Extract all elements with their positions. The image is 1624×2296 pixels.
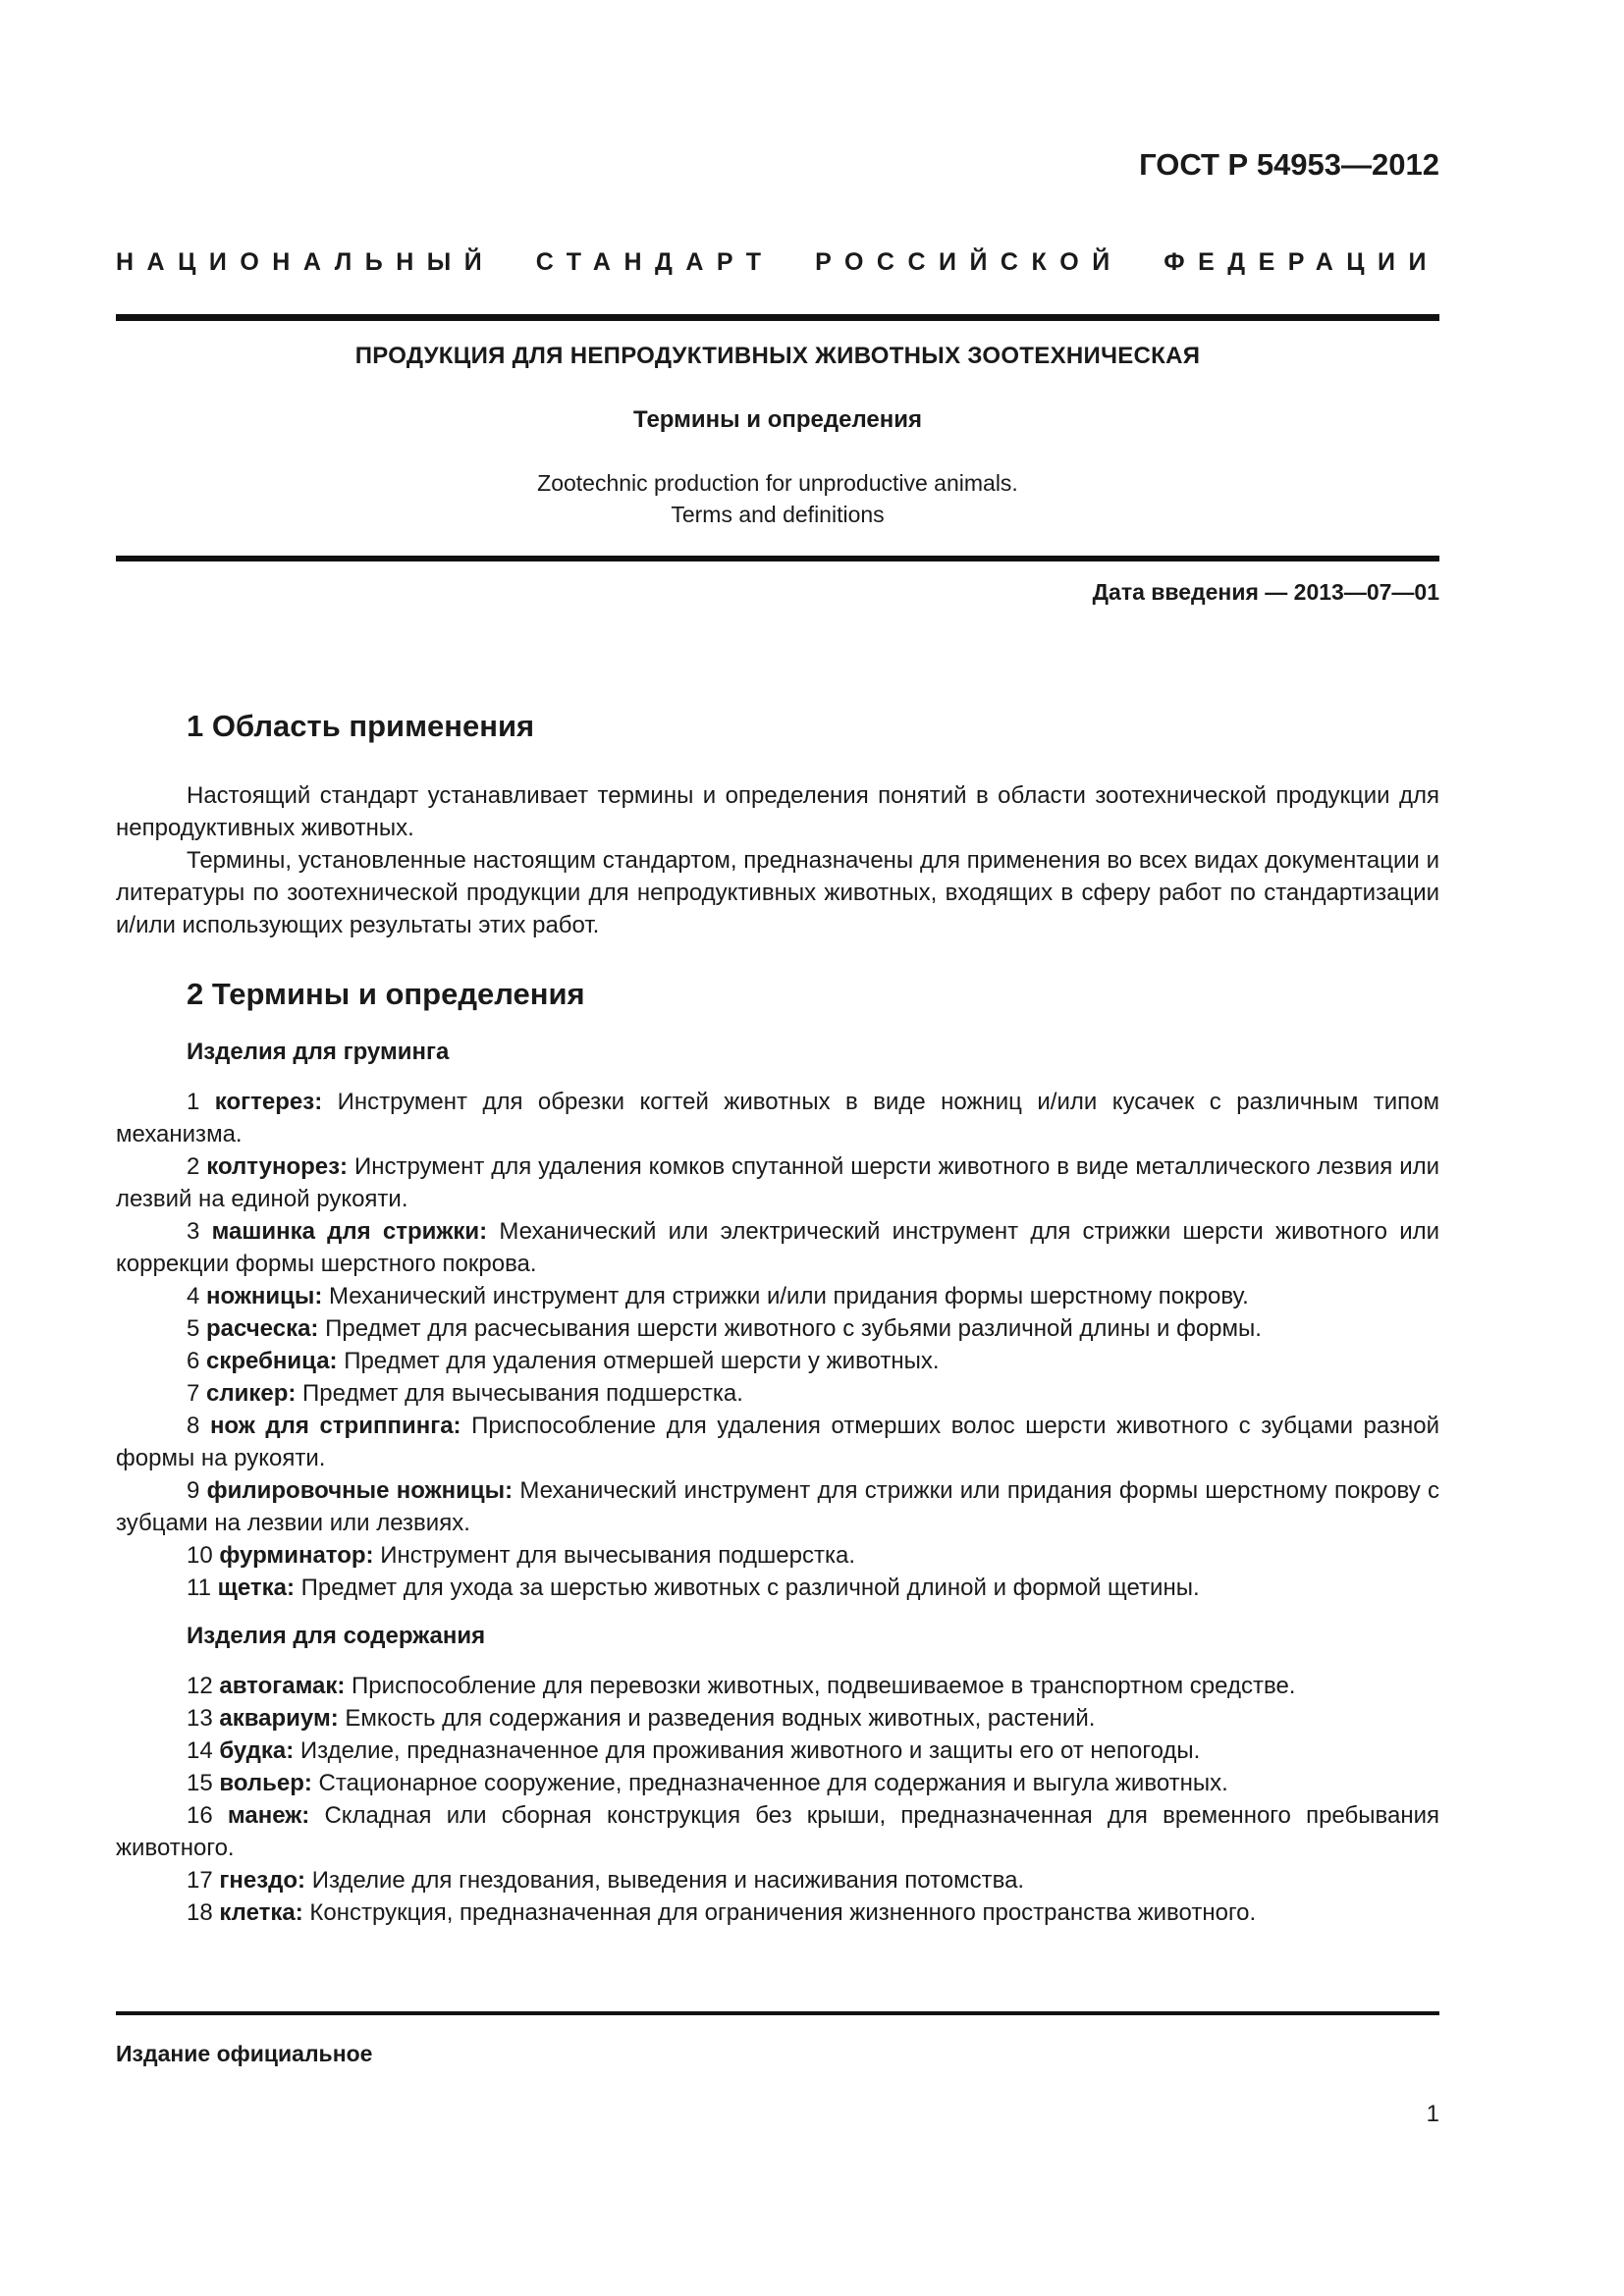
term-definition: Инструмент для удаления комков спутанной шерсти животного в виде металлического лезвия или лезвий на единой рукояти. — [116, 1153, 1440, 1212]
term-name: когтерез: — [214, 1089, 323, 1115]
document-body — [116, 707, 1439, 1929]
term-definition: Конструкция, предназначенная для ограничения жизненного пространства животного. — [302, 1899, 1257, 1926]
term-entry — [116, 1215, 1439, 1280]
term-name: вольер: — [219, 1770, 312, 1796]
introduction-date: Дата введения — 2013—07—01 — [1092, 579, 1439, 605]
term-name: колтунорез: — [206, 1153, 349, 1180]
term-entry — [116, 1670, 1439, 1702]
term-entry — [116, 1799, 1439, 1864]
term-name: автогамак: — [219, 1673, 346, 1699]
term-name: филировочные ножницы: — [206, 1477, 514, 1504]
term-number: 12 — [187, 1673, 220, 1699]
term-number: 10 — [187, 1542, 220, 1569]
english-title — [116, 467, 1439, 530]
term-definition: Механический инструмент для стрижки и/или придания формы шерстному покрову. — [322, 1283, 1249, 1309]
section-1-paragraph-2: Термины, установленные настоящим стандартом, предназначены для применения во всех видах документации и литературы по зоотехнической продукции для непродуктивных животных, входящих в сферу работ по стандартизации и/или использующих результаты этих работ. — [116, 847, 1439, 938]
term-definition: Предмет для удаления отмершей шерсти у животных. — [337, 1348, 940, 1374]
term-definition: Механический или электрический инструмент для стрижки шерсти животного или коррекции формы шерстного покрова. — [116, 1218, 1440, 1277]
term-entry — [116, 1539, 1439, 1572]
term-definition: Приспособление для удаления отмерших волос шерсти животного с зубцами разной формы на рукояти. — [116, 1413, 1439, 1471]
term-name: нож для стриппинга: — [209, 1413, 461, 1439]
term-number: 2 — [187, 1153, 207, 1180]
english-title-line-2: Terms and definitions — [671, 502, 885, 527]
term-definition: Изделие для гнездования, выведения и насиживания потомства. — [305, 1867, 1025, 1894]
term-name: расческа: — [206, 1315, 319, 1342]
grooming-terms-list — [116, 1086, 1439, 1604]
national-standard-word: ФЕДЕРАЦИИ — [1164, 248, 1439, 276]
term-number: 16 — [187, 1802, 228, 1829]
page-number: 1 — [1426, 2101, 1439, 2127]
document-code: ГОСТ Р 54953—2012 — [1139, 147, 1439, 182]
term-entry — [116, 1702, 1439, 1735]
section-1-heading: 1 Область применения — [187, 709, 535, 743]
term-number: 1 — [187, 1089, 215, 1115]
term-name: клетка: — [219, 1899, 303, 1926]
english-title-line-1: Zootechnic production for unproductive animals. — [537, 470, 1018, 496]
national-standard-word: РОССИЙСКОЙ — [815, 248, 1123, 276]
national-standard-word: НАЦИОНАЛЬНЫЙ — [116, 248, 496, 276]
term-name: ножницы: — [206, 1283, 323, 1309]
section-1-paragraph-1: Настоящий стандарт устанавливает термины и определения понятий в области зоотехнической продукции для непродуктивных животных. — [116, 782, 1439, 841]
term-definition: Механический инструмент для стрижки или придания формы шерстному покрову с зубцами на лезвии или лезвиях. — [116, 1477, 1440, 1536]
term-name: щетка: — [217, 1575, 295, 1601]
term-number: 6 — [187, 1348, 207, 1374]
term-number: 15 — [187, 1770, 220, 1796]
term-name: гнездо: — [219, 1867, 306, 1894]
group-heading-housing: Изделия для содержания — [187, 1623, 486, 1649]
term-entry — [116, 1572, 1439, 1604]
term-entry — [116, 1377, 1439, 1410]
term-number: 7 — [187, 1380, 207, 1407]
term-definition: Емкость для содержания и разведения водных животных, растений. — [338, 1705, 1096, 1732]
term-name: будка: — [219, 1737, 295, 1764]
term-definition: Изделие, предназначенное для проживания животного и защиты его от непогоды. — [294, 1737, 1201, 1764]
term-definition: Стационарное сооружение, предназначенное для содержания и выгула животных. — [311, 1770, 1228, 1796]
term-entry — [116, 1345, 1439, 1377]
term-number: 11 — [187, 1575, 218, 1601]
term-name: манеж: — [227, 1802, 310, 1829]
term-definition: Складная или сборная конструкция без крыши, предназначенная для временного пребывания животного. — [116, 1802, 1439, 1861]
term-definition: Предмет для вычесывания подшерстка. — [296, 1380, 743, 1407]
term-definition: Предмет для расчесывания шерсти животного с зубьями различной длины и формы. — [318, 1315, 1262, 1342]
housing-terms-list — [116, 1670, 1439, 1929]
term-entry — [116, 1767, 1439, 1799]
term-entry — [116, 1280, 1439, 1312]
national-standard-banner — [116, 248, 1439, 277]
term-definition: Приспособление для перевозки животных, подвешиваемое в транспортном средстве. — [345, 1673, 1296, 1699]
national-standard-word: СТАНДАРТ — [535, 248, 775, 276]
document-subtitle: Термины и определения — [632, 406, 923, 433]
term-entry — [116, 1735, 1439, 1767]
term-definition: Предмет для ухода за шерстью животных с различной длиной и формой щетины. — [294, 1575, 1200, 1601]
official-edition-label: Издание официальное — [116, 2041, 373, 2066]
term-name: фурминатор: — [219, 1542, 374, 1569]
term-number: 18 — [187, 1899, 220, 1926]
term-name: аквариум: — [219, 1705, 339, 1732]
term-number: 17 — [187, 1867, 220, 1894]
title-rule — [116, 556, 1439, 561]
section-2-heading: 2 Термины и определения — [187, 977, 585, 1011]
term-name: сликер: — [206, 1380, 297, 1407]
term-entry — [116, 1150, 1439, 1215]
term-number: 3 — [187, 1218, 212, 1245]
bottom-rule — [116, 2011, 1439, 2015]
term-entry — [116, 1474, 1439, 1539]
term-entry — [116, 1410, 1439, 1474]
term-number: 9 — [187, 1477, 207, 1504]
term-name: машинка для стрижки: — [211, 1218, 488, 1245]
term-number: 4 — [187, 1283, 207, 1309]
top-rule — [116, 314, 1439, 321]
group-heading-grooming: Изделия для груминга — [187, 1039, 450, 1065]
document-title: ПРОДУКЦИЯ ДЛЯ НЕПРОДУКТИВНЫХ ЖИВОТНЫХ ЗООТЕХНИЧЕСКАЯ — [354, 343, 1201, 369]
term-definition: Инструмент для вычесывания подшерстка. — [373, 1542, 856, 1569]
term-number: 13 — [187, 1705, 220, 1732]
term-entry — [116, 1312, 1439, 1345]
term-entry — [116, 1864, 1439, 1896]
term-number: 8 — [187, 1413, 210, 1439]
term-entry — [116, 1896, 1439, 1929]
term-entry — [116, 1086, 1439, 1150]
term-number: 14 — [187, 1737, 220, 1764]
term-number: 5 — [187, 1315, 207, 1342]
term-definition: Инструмент для обрезки когтей животных в виде ножниц и/или кусачек с различным типом механизма. — [116, 1089, 1440, 1148]
term-name: скребница: — [206, 1348, 338, 1374]
